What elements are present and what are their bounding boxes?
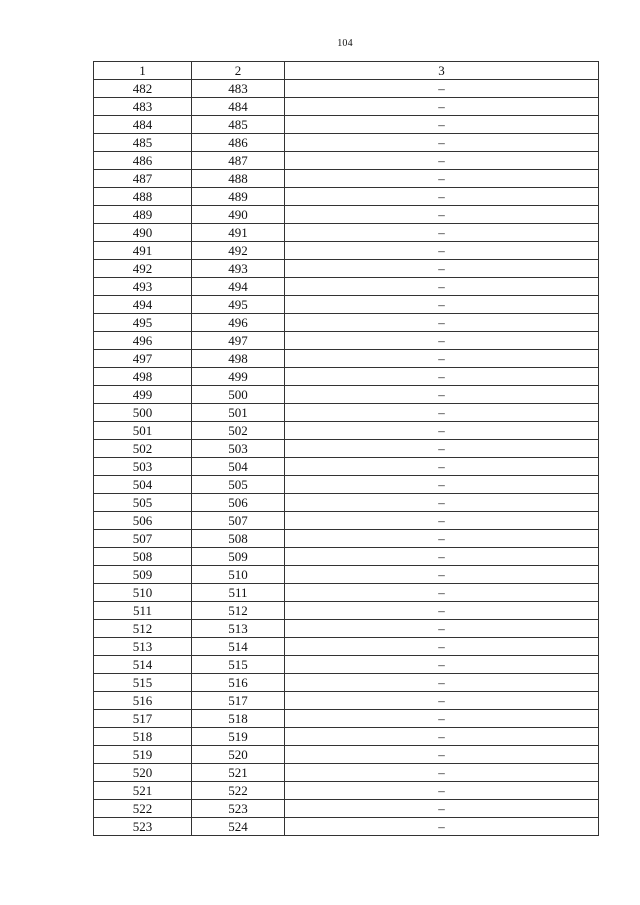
table-cell-col-3: – (285, 332, 599, 350)
table-row (94, 134, 599, 152)
table-row (94, 566, 599, 584)
table-cell-col-3: – (285, 530, 599, 548)
table-cell-col-3: – (285, 368, 599, 386)
table-cell-col-3: – (285, 296, 599, 314)
table-cell-col-1: 515 (94, 674, 192, 692)
table-row (94, 350, 599, 368)
table-cell-col-3: – (285, 440, 599, 458)
table-cell-col-1: 501 (94, 422, 192, 440)
table-cell-col-3: – (285, 746, 599, 764)
table-cell-col-2: 499 (192, 368, 285, 386)
table-row (94, 224, 599, 242)
table-cell-col-3: – (285, 134, 599, 152)
table-cell-col-3: – (285, 350, 599, 368)
column-header-1: 1 (94, 62, 192, 80)
table-cell-col-2: 490 (192, 206, 285, 224)
table-cell-col-2: 488 (192, 170, 285, 188)
data-table (93, 61, 599, 836)
table-cell-col-2: 515 (192, 656, 285, 674)
table-cell-col-2: 485 (192, 116, 285, 134)
table-cell-col-3: – (285, 656, 599, 674)
table-cell-col-2: 498 (192, 350, 285, 368)
table-cell-col-1: 494 (94, 296, 192, 314)
table-cell-col-2: 509 (192, 548, 285, 566)
table-cell-col-1: 520 (94, 764, 192, 782)
table-row (94, 152, 599, 170)
table-row (94, 800, 599, 818)
table-cell-col-2: 491 (192, 224, 285, 242)
table-row (94, 386, 599, 404)
table-cell-col-1: 497 (94, 350, 192, 368)
table-row (94, 188, 599, 206)
table-cell-col-3: – (285, 548, 599, 566)
table-cell-col-3: – (285, 728, 599, 746)
table-cell-col-1: 502 (94, 440, 192, 458)
table-cell-col-1: 493 (94, 278, 192, 296)
table-cell-col-2: 518 (192, 710, 285, 728)
table-cell-col-3: – (285, 512, 599, 530)
table-cell-col-3: – (285, 458, 599, 476)
table-cell-col-2: 486 (192, 134, 285, 152)
table-cell-col-3: – (285, 710, 599, 728)
table-cell-col-2: 523 (192, 800, 285, 818)
table-cell-col-2: 492 (192, 242, 285, 260)
table-row (94, 242, 599, 260)
table-cell-col-1: 505 (94, 494, 192, 512)
table-cell-col-3: – (285, 386, 599, 404)
table-cell-col-3: – (285, 620, 599, 638)
table-cell-col-1: 489 (94, 206, 192, 224)
table-row (94, 98, 599, 116)
table-row (94, 692, 599, 710)
table-cell-col-3: – (285, 242, 599, 260)
table-row (94, 80, 599, 98)
column-header-2: 2 (192, 62, 285, 80)
table-cell-col-1: 509 (94, 566, 192, 584)
table-body (94, 80, 599, 836)
table-cell-col-1: 518 (94, 728, 192, 746)
table-cell-col-3: – (285, 188, 599, 206)
table-cell-col-1: 513 (94, 638, 192, 656)
table-cell-col-1: 491 (94, 242, 192, 260)
table-cell-col-1: 508 (94, 548, 192, 566)
table-cell-col-1: 506 (94, 512, 192, 530)
table-cell-col-2: 511 (192, 584, 285, 602)
table-cell-col-2: 487 (192, 152, 285, 170)
table-cell-col-3: – (285, 260, 599, 278)
table-cell-col-1: 490 (94, 224, 192, 242)
page-number: 104 (337, 38, 353, 49)
table-cell-col-1: 483 (94, 98, 192, 116)
table-row (94, 548, 599, 566)
header-row (94, 62, 599, 80)
table-cell-col-2: 505 (192, 476, 285, 494)
table-cell-col-2: 506 (192, 494, 285, 512)
table-row (94, 710, 599, 728)
table-row (94, 764, 599, 782)
table-cell-col-2: 495 (192, 296, 285, 314)
table-cell-col-1: 492 (94, 260, 192, 278)
table-cell-col-1: 512 (94, 620, 192, 638)
table-cell-col-2: 493 (192, 260, 285, 278)
table-cell-col-3: – (285, 476, 599, 494)
table-row (94, 422, 599, 440)
table-cell-col-3: – (285, 314, 599, 332)
table-row (94, 278, 599, 296)
table-cell-col-3: – (285, 818, 599, 836)
table-cell-col-2: 520 (192, 746, 285, 764)
table-cell-col-1: 514 (94, 656, 192, 674)
table-cell-col-1: 498 (94, 368, 192, 386)
table-cell-col-3: – (285, 98, 599, 116)
table-cell-col-2: 513 (192, 620, 285, 638)
table-cell-col-1: 486 (94, 152, 192, 170)
table-cell-col-2: 500 (192, 386, 285, 404)
table-cell-col-3: – (285, 566, 599, 584)
table-cell-col-1: 521 (94, 782, 192, 800)
table-cell-col-1: 482 (94, 80, 192, 98)
table-cell-col-2: 501 (192, 404, 285, 422)
table-row (94, 206, 599, 224)
table-cell-col-2: 502 (192, 422, 285, 440)
table-cell-col-3: – (285, 80, 599, 98)
table-cell-col-2: 497 (192, 332, 285, 350)
table-cell-col-2: 519 (192, 728, 285, 746)
table-cell-col-2: 496 (192, 314, 285, 332)
table-cell-col-1: 496 (94, 332, 192, 350)
table-cell-col-1: 499 (94, 386, 192, 404)
table-cell-col-1: 485 (94, 134, 192, 152)
table-row (94, 332, 599, 350)
table-cell-col-1: 504 (94, 476, 192, 494)
table-cell-col-3: – (285, 692, 599, 710)
table-row (94, 368, 599, 386)
table-cell-col-3: – (285, 584, 599, 602)
table-cell-col-1: 484 (94, 116, 192, 134)
table-row (94, 296, 599, 314)
table-cell-col-3: – (285, 404, 599, 422)
table-cell-col-1: 487 (94, 170, 192, 188)
table-cell-col-1: 510 (94, 584, 192, 602)
table-cell-col-2: 514 (192, 638, 285, 656)
table-cell-col-1: 500 (94, 404, 192, 422)
table-cell-col-1: 511 (94, 602, 192, 620)
table-row (94, 584, 599, 602)
table-row (94, 260, 599, 278)
table-cell-col-1: 516 (94, 692, 192, 710)
table-row (94, 440, 599, 458)
table-row (94, 530, 599, 548)
table-cell-col-3: – (285, 278, 599, 296)
table-row (94, 476, 599, 494)
table-cell-col-2: 510 (192, 566, 285, 584)
table-row (94, 512, 599, 530)
table-row (94, 818, 599, 836)
table-row (94, 458, 599, 476)
table-cell-col-3: – (285, 494, 599, 512)
table-row (94, 170, 599, 188)
table-row (94, 782, 599, 800)
table-cell-col-3: – (285, 764, 599, 782)
table-cell-col-1: 519 (94, 746, 192, 764)
table-cell-col-2: 503 (192, 440, 285, 458)
table-header (94, 62, 599, 80)
table-row (94, 620, 599, 638)
table-cell-col-2: 504 (192, 458, 285, 476)
table-cell-col-1: 522 (94, 800, 192, 818)
table-row (94, 728, 599, 746)
table-cell-col-3: – (285, 116, 599, 134)
table-cell-col-2: 517 (192, 692, 285, 710)
table-cell-col-3: – (285, 206, 599, 224)
table-cell-col-2: 483 (192, 80, 285, 98)
table-row (94, 656, 599, 674)
table-cell-col-1: 488 (94, 188, 192, 206)
table-cell-col-3: – (285, 170, 599, 188)
table-cell-col-3: – (285, 782, 599, 800)
column-header-3: 3 (285, 62, 599, 80)
table-cell-col-2: 489 (192, 188, 285, 206)
table-cell-col-1: 495 (94, 314, 192, 332)
table-cell-col-1: 507 (94, 530, 192, 548)
table-cell-col-3: – (285, 638, 599, 656)
table-cell-col-2: 484 (192, 98, 285, 116)
table-cell-col-2: 512 (192, 602, 285, 620)
table-cell-col-2: 507 (192, 512, 285, 530)
table-cell-col-2: 508 (192, 530, 285, 548)
table-row (94, 602, 599, 620)
table-cell-col-2: 521 (192, 764, 285, 782)
table-cell-col-1: 523 (94, 818, 192, 836)
table-row (94, 116, 599, 134)
table-row (94, 638, 599, 656)
table-cell-col-3: – (285, 602, 599, 620)
table-cell-col-3: – (285, 422, 599, 440)
table-cell-col-2: 522 (192, 782, 285, 800)
table-cell-col-2: 524 (192, 818, 285, 836)
table-row (94, 404, 599, 422)
table-cell-col-3: – (285, 224, 599, 242)
table-cell-col-1: 517 (94, 710, 192, 728)
table-cell-col-2: 516 (192, 674, 285, 692)
table-row (94, 674, 599, 692)
table-cell-col-3: – (285, 800, 599, 818)
table-row (94, 314, 599, 332)
table-cell-col-1: 503 (94, 458, 192, 476)
table-cell-col-3: – (285, 674, 599, 692)
table-row (94, 746, 599, 764)
table-cell-col-3: – (285, 152, 599, 170)
table-row (94, 494, 599, 512)
table-cell-col-2: 494 (192, 278, 285, 296)
